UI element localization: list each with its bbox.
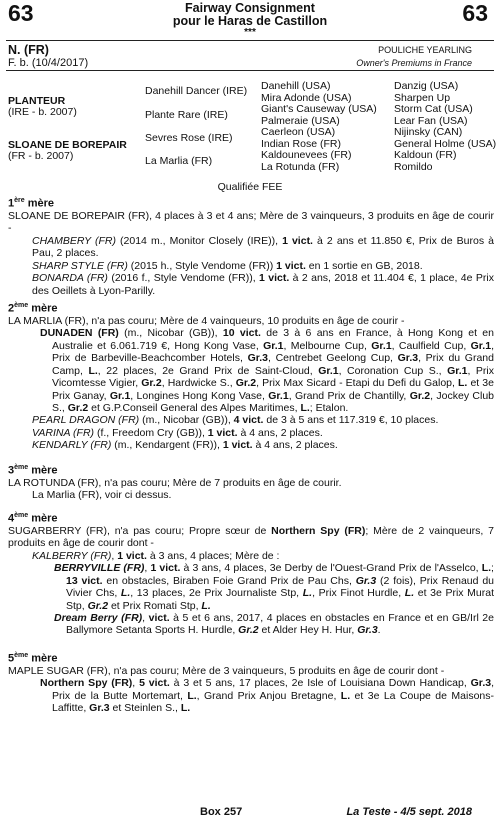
gen2-sire-sire: Danehill Dancer (IRE) — [145, 85, 248, 97]
horse-details: F. b. (10/4/2017) — [8, 57, 89, 69]
horse-name: N. (FR) — [8, 43, 49, 57]
header-stars: *** — [244, 27, 256, 38]
gen2-dam-dam: La Marlia (FR) — [145, 155, 213, 167]
pedigree-rule — [6, 70, 494, 71]
gen3-item: Giant's Causeway (USA) — [261, 103, 377, 115]
gen4-item: Lear Fan (USA) — [394, 114, 468, 127]
produce-entry: BONARDA (FR) (2016 f., Style Vendome (FR)), 1 vict. à 2 ans, 2018 et 11.404 €, 1 place, 4e Prix des Oeillets à Lyon-Parilly. — [32, 272, 494, 297]
gen3-item: Danehill (USA) — [261, 80, 331, 92]
box-number: Box 257 — [200, 806, 243, 818]
lot-number-right: 63 — [462, 0, 488, 26]
gen2-dam-sire: Sevres Rose (IRE) — [145, 132, 233, 144]
produce-entry: SHARP STYLE (FR) (2015 h., Style Vendome (FR)) 1 vict. en 1 sortie en GB, 2018. — [32, 259, 423, 272]
gen4-item: Danzig (USA) — [394, 80, 459, 92]
gen4-item: Romildo — [394, 160, 433, 173]
produce-entry-northern-spy: Northern Spy (FR), 5 vict. à 3 et 5 ans, 17 places, 2e Isle of Louisiana Down Handicap, Gr.3, Prix de la Butte Mortemart, L., Grand Prix Anjou Bretagne, L. et 3e La Coupe de Maisons-Laffitte, Gr.3 et Steinlen S., L. — [40, 677, 494, 715]
dam-name: SLOANE DE BOREPAIR — [8, 139, 127, 151]
section-heading: 1ère mère — [8, 197, 54, 210]
gen4-item: Nijinsky (CAN) — [394, 126, 463, 138]
section-heading: 5ème mère — [8, 652, 58, 665]
gen3-item: Caerleon (USA) — [261, 126, 336, 138]
sale-info: La Teste - 4/5 sept. 2018 — [346, 806, 472, 818]
gen4-item: Sharpen Up — [394, 91, 451, 104]
gen3-item: Kaldounevees (FR) — [261, 149, 352, 161]
produce-entry: CHAMBERY (FR) (2014 m., Monitor Closely (IRE)), 1 vict. à 2 ans et 11.850 €, Prix de Buros à Pau, 2 places. — [32, 234, 494, 260]
section-heading: 2ème mère — [8, 302, 58, 315]
gen3-item: Palmeraie (USA) — [261, 114, 340, 127]
gen4-item: Storm Cat (USA) — [394, 103, 473, 115]
lot-number-left: 63 — [8, 0, 34, 26]
produce-entry: VARINA (FR) (f., Freedom Cry (GB)), 1 vict. à 4 ans, 2 places. — [32, 426, 323, 439]
horse-type: POULICHE YEARLING — [378, 45, 472, 55]
section-heading: 4ème mère — [8, 512, 58, 525]
produce-entry-berryville: BERRYVILLE (FR), 1 vict. à 3 ans, 4 places, 3e Derby de l'Ouest-Grand Prix de l'Asselco, L.; 13 vict. en obstacles, Biraben Foie Grand Prix de Pau Chs, Gr.3 (2 fois), Prix Renaud du Vivier Chs, L., 13 places, 2e Prix Journaliste Stp, L., Prix Finot Hurdle, L. et 3e Prix Murat Stp, Gr.2 et Prix Romati Stp, L. — [54, 562, 495, 612]
section-fifth-dam — [8, 650, 494, 715]
qualification: Qualifiée FEE — [217, 181, 283, 193]
gen3-item: Indian Rose (FR) — [261, 137, 341, 150]
dam-details: (FR - b. 2007) — [8, 150, 74, 162]
section-third-dam — [8, 462, 494, 502]
gen3-item: La Rotunda (FR) — [261, 160, 340, 173]
cross-reference: La Marlia (FR), voir ci dessus. — [32, 489, 172, 502]
owners-premiums: Owner's Premiums in France — [356, 58, 472, 68]
gen3-item: Mira Adonde (USA) — [261, 91, 352, 104]
dam-intro: LA MARLIA (FR), n'a pas couru; Mère de 4 vainqueurs, 10 produits en âge de courir - — [8, 315, 405, 328]
sire-name: PLANTEUR — [8, 95, 66, 107]
section-fourth-dam — [8, 510, 494, 637]
gen3-list — [261, 81, 377, 173]
section-second-dam — [8, 300, 494, 452]
gen4-item: Kaldoun (FR) — [394, 149, 457, 161]
produce-entry: PEARL DRAGON (FR) (m., Nicobar (GB)), 4 vict. de 3 à 5 ans et 117.319 €, 10 places. — [32, 414, 439, 427]
consignor-subtitle: pour le Haras de Castillon — [172, 14, 328, 28]
section-first-dam — [8, 195, 494, 297]
gen4-list — [394, 81, 496, 173]
gen4-item: General Holme (USA) — [394, 137, 497, 150]
sire-details: (IRE - b. 2007) — [8, 106, 77, 118]
produce-entry: KENDARLY (FR) (m., Kendargent (FR)), 1 vict. à 4 ans, 2 places. — [32, 439, 338, 452]
section-heading: 3ème mère — [8, 464, 58, 477]
consignor-header — [0, 2, 500, 37]
produce-entry-dunaden: DUNADEN (FR) (m., Nicobar (GB)), 10 vict. de 3 à 6 ans en France, à Hong Kong et en Australie et 6.061.719 €, Hong Kong Vase, Gr.1, Melbourne Cup, Gr.1, Caulfield Cup, Gr.1, Prix de Barbeville-Beachcomber Hotels, Gr.3, Centrebet Geelong Cup, Gr.3, Prix du Grand Camp, L., 22 places, 2e Grand Prix de Saint-Cloud, Gr.1, Coronation Cup S., Gr.1, Prix Vicomtesse Vigier, Gr.2, Hardwicke S., Gr.2, Prix Max Sicard - Etapi du Defi du Galop, L. et 3e Prix Ganay, Gr.1, Longines Hong Kong Vase, Gr.1, Grand Prix de Chantilly, Gr.2, Jockey Club S., Gr.2 et G.P.Conseil General des Alpes Maritimes, L.; Etalon. — [40, 327, 495, 414]
produce-entry: KALBERRY (FR), 1 vict. à 3 ans, 4 places; Mère de : — [32, 549, 280, 562]
header-rule — [6, 40, 494, 41]
dam-intro: MAPLE SUGAR (FR), n'a pas couru; Mère de 3 vainqueurs, 5 produits en âge de courir dont - — [8, 665, 445, 678]
dam-intro: SLOANE DE BOREPAIR (FR), 4 places à 3 et 4 ans; Mère de 3 vainqueurs, 3 produits en âge de courir - — [8, 210, 494, 235]
consignor-title: Fairway Consignment — [185, 1, 315, 15]
gen2-sire-dam: Plante Rare (IRE) — [145, 109, 228, 121]
dam-intro: SUGARBERRY (FR), n'a pas couru; Propre sœur de Northern Spy (FR); Mère de 2 vainqueurs, 7 produits en âge de courir dont - — [8, 525, 494, 550]
produce-entry-dream-berry: Dream Berry (FR), vict. à 5 et 6 ans, 2017, 4 places en obstacles en France et en GB/Irl 2e Ballymore Setanta Sports H. Hurdle, Gr.2 et Alder Hey H. Hur, Gr.3. — [54, 611, 494, 637]
dam-intro: LA ROTUNDA (FR), n'a pas couru; Mère de 7 produits en âge de courir. — [8, 477, 342, 490]
